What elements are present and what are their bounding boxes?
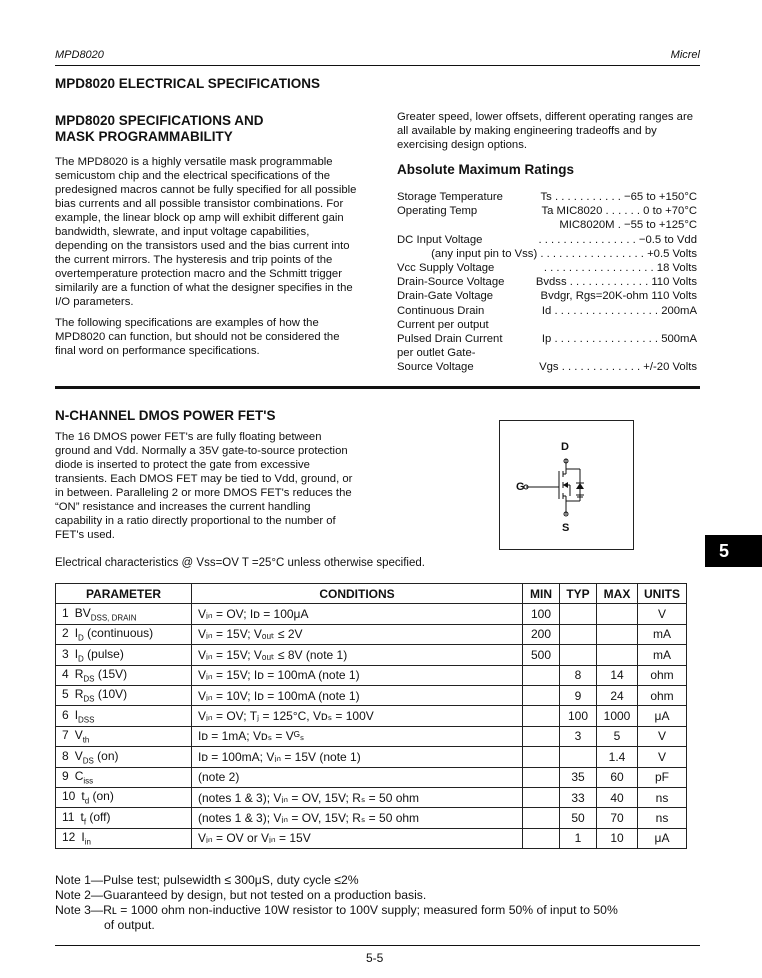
amr-label: DC Input Voltage (397, 233, 483, 246)
nchannel-title: N-CHANNEL DMOS POWER FET'S (55, 408, 276, 423)
param-sym: t (81, 789, 85, 804)
source-label: S (562, 522, 570, 534)
left-paragraph-1: The MPD8020 is a highly versatile mask programmable semicustom chip and the electrical specifications of the predesigned macros cannot be fully specified for all possible bias currents and all possible transistor combinations. For example, the linear block op amp will exhibit different gain bandwidth, slewrate, and input voltage capabilities, depending on the transistors used and the bias current into the current mirrors. The hysteresis and trip points of the overtemperature protection macro and the Schmitt trigger similarily are a function of what the designer specifies in the I/O parameters. (55, 156, 357, 308)
table-row (56, 604, 687, 624)
units-cell: μA (638, 828, 687, 848)
cond-cell: Vᵢₙ = 15V; Vₒᵤₜ ≤ 2V (192, 624, 523, 644)
param-sym: V (74, 728, 83, 743)
param-after: (off) (86, 809, 111, 824)
cond-cell: (notes 1 & 3); Vᵢₙ = OV, 15V; Rₛ = 50 ohm (192, 808, 523, 828)
param-sub: D (78, 654, 84, 664)
table-row (56, 665, 687, 685)
section-title-line1: MPD8020 SPECIFICATIONS AND (55, 113, 264, 128)
section-rule (55, 386, 700, 389)
drain-label: D (561, 441, 569, 453)
section-title-line2: MASK PROGRAMMABILITY (55, 129, 233, 144)
max-cell: 10 (597, 828, 638, 848)
typ-cell (560, 604, 597, 624)
param-after: (on) (89, 789, 114, 804)
typ-cell: 3 (560, 726, 597, 746)
amr-value: Ts . . . . . . . . . . . −65 to +150°C (540, 191, 697, 203)
param-sym: I (74, 707, 79, 722)
max-cell: 5 (597, 726, 638, 746)
cond-cell: (notes 1 & 3); Vᵢₙ = OV, 15V; Rₛ = 50 ohm (192, 787, 523, 807)
amr-value: . . . . . . . . . . . . . . . . −0.5 to Vdd (538, 233, 697, 246)
amr-value: . . . . . . . . . . . . . . . . . . 18 Volts (543, 262, 697, 274)
amr-value: Bvdgr, Rgs=20K-ohm 110 Volts (540, 290, 697, 303)
param-num: 3 (62, 646, 69, 661)
max-cell: 1.4 (597, 747, 638, 767)
param-cell (56, 665, 192, 685)
left-paragraph-2: The following specifications are examples of how the MPD8020 can function, but should not be considered the final word on performance specifications. (55, 317, 340, 357)
amr-label: Storage Temperature (397, 191, 503, 203)
note-3: Note 3—Rʟ = 1000 ohm non-inductive 10W resistor to 100V supply; measured form 50% of input to 50% (55, 903, 618, 917)
min-cell (523, 665, 560, 685)
note-3-continued: of output. (104, 918, 155, 932)
max-cell: 70 (597, 808, 638, 828)
table-row (56, 787, 687, 807)
typ-cell: 33 (560, 787, 597, 807)
amr-label: Source Voltage (397, 361, 474, 374)
param-sym: t (80, 809, 84, 824)
min-cell (523, 767, 560, 787)
max-cell (597, 645, 638, 665)
param-num: 12 (62, 830, 76, 845)
note-2: Note 2—Guaranteed by design, but not tested on a production basis. (55, 888, 427, 902)
param-sym: V (74, 748, 83, 763)
param-sub: D (78, 633, 84, 643)
param-after: (continuous) (83, 626, 154, 641)
param-cell (56, 787, 192, 807)
param-cell (56, 808, 192, 828)
typ-cell: 100 (560, 706, 597, 726)
gate-label: G (516, 481, 525, 493)
page-number: 5-5 (366, 951, 384, 965)
param-sym: I (81, 830, 85, 845)
units-cell: V (638, 604, 687, 624)
param-sym: C (74, 769, 84, 784)
table-row (56, 624, 687, 644)
param-num: 2 (62, 626, 69, 641)
table-row (56, 747, 687, 767)
typ-cell: 9 (560, 685, 597, 705)
amr-label: Current per output (397, 318, 489, 331)
nchannel-paragraph: The 16 DMOS power FET's are fully floating between ground and Vdd. Normally a 35V gate-to-source protection diode is inserted to protect the gate from excessive transients. Each DMOS FET may be tied to Vdd, ground, or in between. Paralleling 2 or more DMOS FET's reduces the “ON” resistance and increases the current handling capability in a ratio directly proportional to the number of FET's used. (55, 431, 353, 541)
param-sub: f (83, 817, 87, 827)
amr-label: Drain-Source Voltage (397, 276, 505, 289)
amr-value: Vgs . . . . . . . . . . . . . +/-20 Volts (539, 361, 697, 374)
max-cell (597, 604, 638, 624)
col-header-min: MIN (523, 584, 560, 604)
header-doc-name: MPD8020 (55, 49, 104, 61)
table-row (56, 645, 687, 665)
param-num: 10 (62, 789, 76, 804)
section-tab: 5 (705, 535, 762, 567)
cond-cell: Iᴅ = 100mA; Vᵢₙ = 15V (note 1) (192, 747, 523, 767)
table-row (56, 808, 687, 828)
amr-value: Ip . . . . . . . . . . . . . . . . . 500mA (541, 333, 697, 345)
param-num: 1 (62, 605, 69, 620)
fet-diagram (499, 420, 634, 550)
max-cell: 14 (597, 665, 638, 685)
amr-label: Vcc Supply Voltage (397, 262, 495, 274)
left-section (55, 113, 360, 358)
param-num: 11 (62, 809, 75, 824)
param-sub: iss (83, 776, 94, 786)
cond-cell: Iᴅ = 1mA; Vᴅₛ = Vᴳₛ (192, 726, 523, 746)
min-cell (523, 747, 560, 767)
param-sym: BV (74, 605, 91, 620)
param-sym: I (74, 626, 79, 641)
footer-rule (55, 945, 700, 946)
max-cell: 40 (597, 787, 638, 807)
param-sub: DS (83, 694, 95, 704)
param-sym: R (74, 667, 84, 682)
param-num: 8 (62, 748, 69, 763)
amr-label: Continuous Drain (397, 304, 485, 317)
table-row (56, 685, 687, 705)
param-num: 6 (62, 707, 69, 722)
table-row (56, 828, 687, 848)
header-company: Micrel (670, 49, 700, 61)
units-cell: V (638, 747, 687, 767)
param-cell (56, 685, 192, 705)
param-num: 7 (62, 728, 69, 743)
units-cell: mA (638, 645, 687, 665)
cond-cell: Vᵢₙ = 15V; Vₒᵤₜ ≤ 8V (note 1) (192, 645, 523, 665)
param-cell (56, 747, 192, 767)
note-1: Note 1—Pulse test; pulsewidth ≤ 300μS, duty cycle ≤2% (55, 873, 359, 887)
amr-value: Ta MIC8020 . . . . . . 0 to +70°C (541, 205, 697, 218)
cond-cell: Vᵢₙ = OV or Vᵢₙ = 15V (192, 828, 523, 848)
param-sym: I (74, 646, 79, 661)
param-sub: DSS, DRAIN (90, 613, 137, 623)
table-row (56, 706, 687, 726)
amr-label: Pulsed Drain Current (397, 333, 503, 345)
col-header-units: UNITS (638, 584, 687, 604)
table-header-row (56, 584, 687, 604)
cond-cell: Vᵢₙ = OV; Iᴅ = 100μA (192, 604, 523, 624)
cond-cell: Vᵢₙ = 15V; Iᴅ = 100mA (note 1) (192, 665, 523, 685)
max-cell (597, 624, 638, 644)
min-cell: 500 (523, 645, 560, 665)
electrical-note: Electrical characteristics @ Vss=OV T =25°C unless otherwise specified. (55, 557, 425, 569)
table-row (56, 726, 687, 746)
spec-table (55, 583, 687, 849)
min-cell (523, 706, 560, 726)
param-num: 4 (62, 667, 69, 682)
typ-cell: 8 (560, 665, 597, 685)
amr-value: Bvdss . . . . . . . . . . . . . 110 Volts (535, 276, 697, 289)
nchannel-section (55, 408, 355, 542)
typ-cell: 1 (560, 828, 597, 848)
param-cell (56, 828, 192, 848)
param-sub: DS (83, 674, 95, 684)
min-cell (523, 787, 560, 807)
units-cell: ohm (638, 665, 687, 685)
param-after: (15V) (94, 667, 128, 682)
param-cell (56, 604, 192, 624)
col-header-typ: TYP (560, 584, 597, 604)
max-cell: 60 (597, 767, 638, 787)
units-cell: ohm (638, 685, 687, 705)
typ-cell (560, 747, 597, 767)
param-cell (56, 624, 192, 644)
units-cell: V (638, 726, 687, 746)
amr-title: Absolute Maximum Ratings (397, 162, 575, 177)
col-header-max: MAX (597, 584, 638, 604)
units-cell: ns (638, 787, 687, 807)
param-cell (56, 645, 192, 665)
amr-label: per outlet Gate- (397, 347, 476, 360)
param-after: (on) (93, 748, 119, 763)
right-section (397, 110, 702, 178)
min-cell (523, 685, 560, 705)
min-cell (523, 828, 560, 848)
typ-cell (560, 624, 597, 644)
param-num: 5 (62, 687, 69, 702)
units-cell: μA (638, 706, 687, 726)
param-cell (56, 767, 192, 787)
param-cell (56, 726, 192, 746)
min-cell: 200 (523, 624, 560, 644)
units-cell: pF (638, 767, 687, 787)
param-sub: th (82, 735, 90, 745)
header-rule (55, 65, 700, 66)
units-cell: ns (638, 808, 687, 828)
amr-value: (any input pin to Vss) . . . . . . . . . . . . . . . . . +0.5 Volts (431, 247, 697, 260)
amr-value: MIC8020M . −55 to +125°C (559, 219, 697, 232)
cond-cell: Vᵢₙ = 10V; Iᴅ = 100mA (note 1) (192, 685, 523, 705)
param-num: 9 (62, 769, 69, 784)
amr-label: Drain-Gate Voltage (397, 290, 494, 303)
param-sub: DSS (78, 715, 95, 725)
cond-cell: Vᵢₙ = OV; Tⱼ = 125°C, Vᴅₛ = 100V (192, 706, 523, 726)
param-sub: in (84, 837, 91, 847)
max-cell: 1000 (597, 706, 638, 726)
right-intro: Greater speed, lower offsets, different operating ranges are all available by making engineering tradeoffs and by exercising design options. (397, 111, 693, 151)
min-cell: 100 (523, 604, 560, 624)
amr-value: Id . . . . . . . . . . . . . . . . . 200mA (541, 304, 697, 317)
col-header-parameter: PARAMETER (56, 584, 192, 604)
notes (55, 873, 618, 933)
param-after: (pulse) (83, 646, 124, 661)
param-sub: d (84, 796, 90, 806)
min-cell (523, 808, 560, 828)
amr-label: Operating Temp (397, 205, 478, 218)
param-cell (56, 706, 192, 726)
units-cell: mA (638, 624, 687, 644)
min-cell (523, 726, 560, 746)
col-header-conditions: CONDITIONS (192, 584, 523, 604)
typ-cell: 50 (560, 808, 597, 828)
typ-cell (560, 645, 597, 665)
param-after: (10V) (94, 687, 128, 702)
typ-cell: 35 (560, 767, 597, 787)
param-sym: R (74, 687, 84, 702)
table-row (56, 767, 687, 787)
max-cell: 24 (597, 685, 638, 705)
page-title: MPD8020 ELECTRICAL SPECIFICATIONS (55, 76, 321, 91)
param-sub: DS (82, 756, 94, 766)
cond-cell: (note 2) (192, 767, 523, 787)
